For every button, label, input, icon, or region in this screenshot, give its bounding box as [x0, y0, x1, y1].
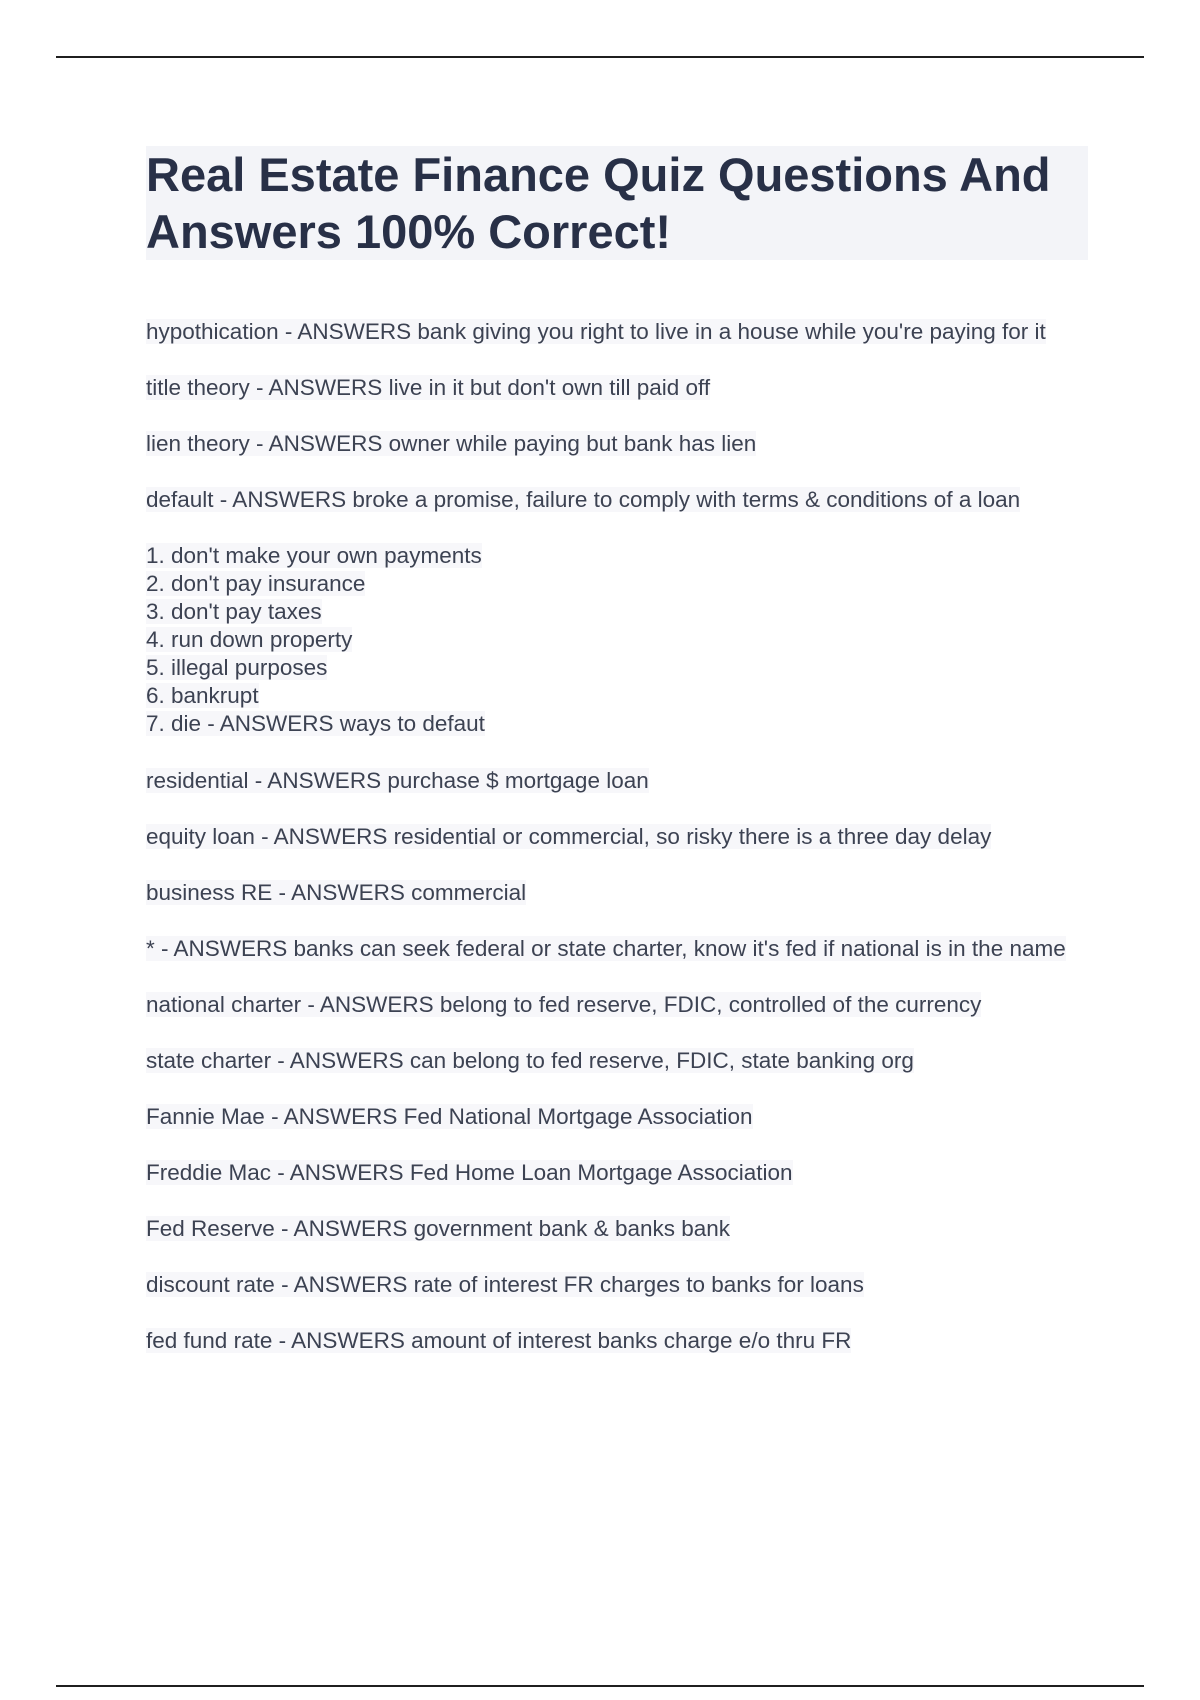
list-item: 4. run down property — [146, 627, 353, 652]
qa-text: national charter - ANSWERS belong to fed reserve, FDIC, controlled of the currency — [146, 992, 982, 1017]
list-item: 2. don't pay insurance — [146, 571, 366, 596]
default-ways-list — [146, 542, 1088, 738]
list-item: 5. illegal purposes — [146, 655, 328, 680]
qa-entry — [146, 1215, 1088, 1242]
top-divider — [56, 56, 1144, 58]
qa-text: * - ANSWERS banks can seek federal or state charter, know it's fed if national is in the name — [146, 936, 1066, 961]
qa-entry — [146, 991, 1088, 1018]
qa-text: fed fund rate - ANSWERS amount of interest banks charge e/o thru FR — [146, 1328, 852, 1353]
qa-text: Fannie Mae - ANSWERS Fed National Mortgage Association — [146, 1104, 753, 1129]
qa-text: state charter - ANSWERS can belong to fed reserve, FDIC, state banking org — [146, 1048, 914, 1073]
document-body — [146, 146, 1088, 1383]
qa-entry — [146, 486, 1088, 513]
qa-text: default - ANSWERS broke a promise, failure to comply with terms & conditions of a loan — [146, 487, 1021, 512]
qa-text: business RE - ANSWERS commercial — [146, 880, 527, 905]
qa-entry — [146, 374, 1088, 401]
qa-entry — [146, 1271, 1088, 1298]
qa-text: discount rate - ANSWERS rate of interest FR charges to banks for loans — [146, 1272, 864, 1297]
qa-entry — [146, 935, 1088, 962]
qa-entry — [146, 879, 1088, 906]
list-item: 6. bankrupt — [146, 683, 259, 708]
qa-text: equity loan - ANSWERS residential or commercial, so risky there is a three day delay — [146, 824, 992, 849]
list-item: 3. don't pay taxes — [146, 599, 322, 624]
list-item: 1. don't make your own payments — [146, 543, 482, 568]
bottom-divider — [56, 1685, 1144, 1687]
qa-text: title theory - ANSWERS live in it but don't own till paid off — [146, 375, 711, 400]
qa-entry — [146, 1327, 1088, 1354]
qa-entry — [146, 318, 1088, 345]
qa-entry — [146, 823, 1088, 850]
qa-text: lien theory - ANSWERS owner while paying but bank has lien — [146, 431, 757, 456]
qa-entry — [146, 430, 1088, 457]
qa-text: hypothication - ANSWERS bank giving you right to live in a house while you're paying for it — [146, 319, 1046, 344]
document-title: Real Estate Finance Quiz Questions And Answers 100% Correct! — [146, 146, 1088, 260]
qa-text: Fed Reserve - ANSWERS government bank & banks bank — [146, 1216, 731, 1241]
qa-entry — [146, 1047, 1088, 1074]
list-item: 7. die - ANSWERS ways to defaut — [146, 711, 485, 736]
qa-entry — [146, 767, 1088, 794]
qa-text: residential - ANSWERS purchase $ mortgage loan — [146, 768, 649, 793]
qa-entry — [146, 1103, 1088, 1130]
qa-list — [146, 318, 1088, 1354]
qa-text: Freddie Mac - ANSWERS Fed Home Loan Mortgage Association — [146, 1160, 793, 1185]
qa-entry — [146, 1159, 1088, 1186]
